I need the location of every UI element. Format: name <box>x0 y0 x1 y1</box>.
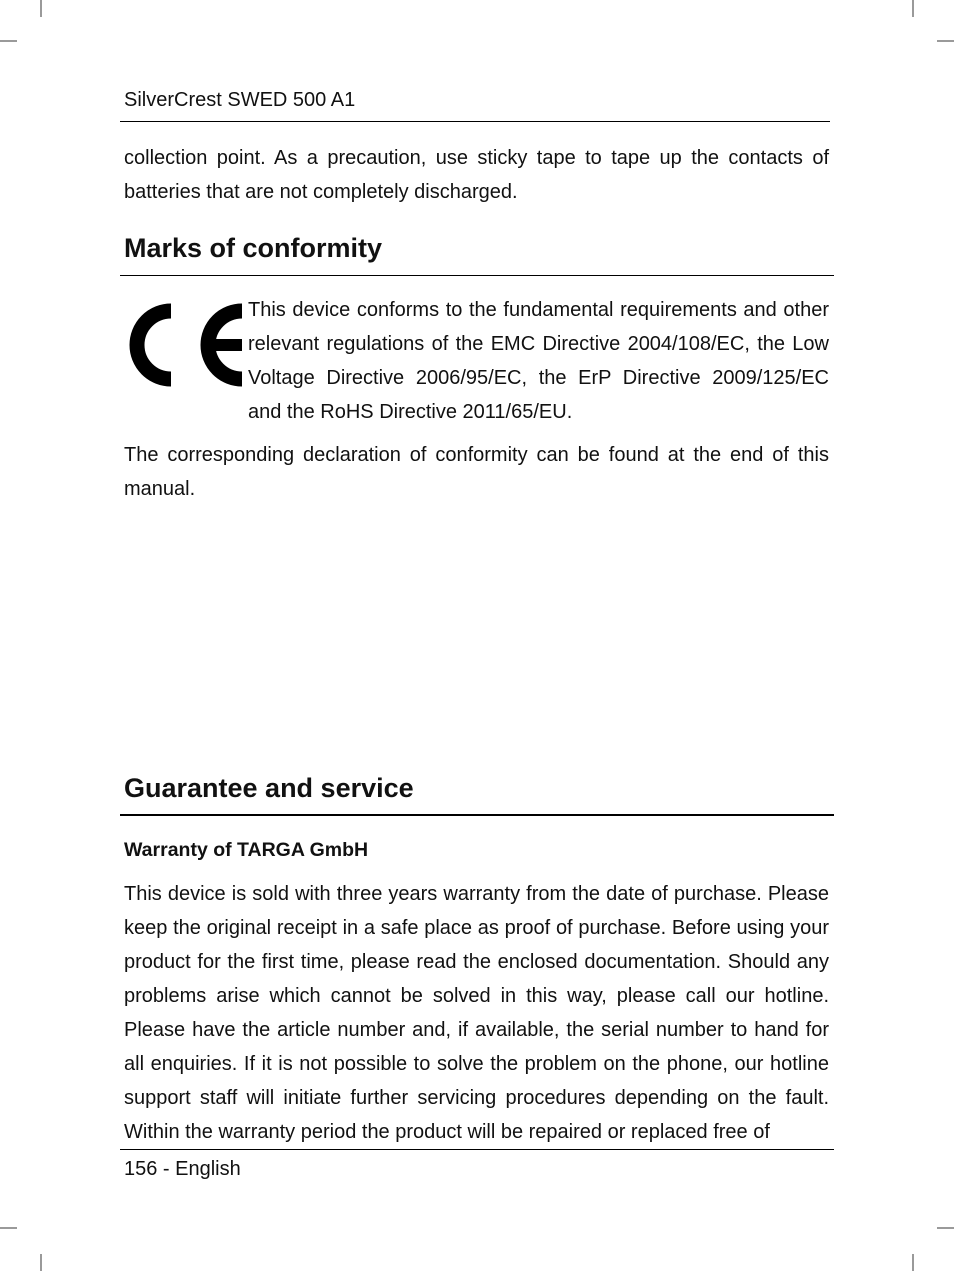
crop-mark <box>40 0 42 17</box>
crop-mark <box>937 1227 954 1229</box>
crop-mark <box>0 40 17 42</box>
page-header-title: SilverCrest SWED 500 A1 <box>124 89 356 111</box>
header-divider <box>120 121 830 122</box>
page-number: 156 - English <box>124 1158 241 1180</box>
section-heading-conformity: Marks of conformity <box>124 233 383 263</box>
conformity-paragraph: This device conforms to the fundamental requirements and other relevant regulations of the EMC Directive 2004/108/EC, the Low Voltage Directive 2006/95/EC, the ErP Directive 2009/125/EC and the RoHS Directive 2011/65/EU. <box>248 299 829 423</box>
intro-paragraph: collection point. As a precaution, use sticky tape to tape up the contacts of batteries that are not completely discharged. <box>124 147 829 203</box>
ce-mark-icon <box>124 302 244 388</box>
section-heading-guarantee: Guarantee and service <box>124 773 414 803</box>
crop-mark <box>912 0 914 17</box>
crop-mark <box>937 40 954 42</box>
subheading-warranty: Warranty of TARGA GmbH <box>124 839 369 861</box>
warranty-paragraph: This device is sold with three years warranty from the date of purchase. Please keep the original receipt in a safe place as proof of purchase. Before using your product for the first time, please read the enclosed documentation. Should any problems arise which cannot be solved in this way, please call our hotline. Please have the article number and, if available, the serial number to hand for all enquiries. If it is not possible to solve the problem on the phone, our hotline support staff will initiate further servicing procedures depending on the fault. Within the warranty period the product will be repaired or replaced free of <box>124 883 829 1143</box>
section-divider <box>120 275 834 276</box>
section-divider <box>120 814 834 816</box>
crop-mark <box>0 1227 17 1229</box>
crop-mark <box>40 1254 42 1271</box>
declaration-paragraph: The corresponding declaration of conformity can be found at the end of this manual. <box>124 444 829 500</box>
footer-divider <box>120 1149 834 1150</box>
crop-mark <box>912 1254 914 1271</box>
